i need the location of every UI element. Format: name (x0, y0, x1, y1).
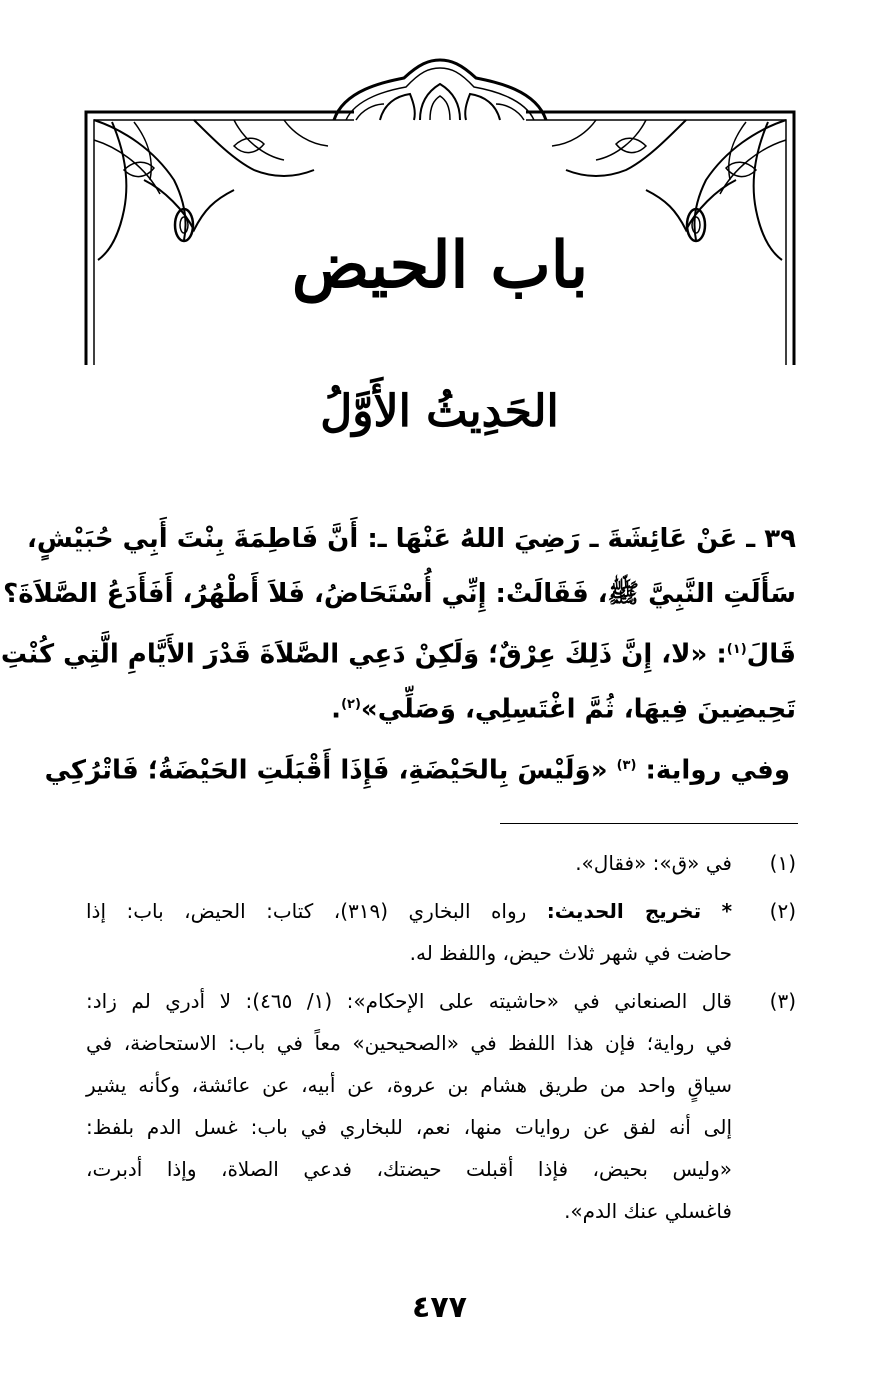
hadith-line-3-prefix: قَالَ (746, 639, 796, 670)
hadith-line-5-text: «وَلَيْسَ بِالحَيْضَةِ، فَإِذَا أَقْبَلَتِ الحَيْضَةُ؛ فَاتْرُكِي (44, 755, 608, 786)
hadith-line-3-text: «لا، إِنَّ ذَلِكَ عِرْقٌ؛ وَلَكِنْ دَعِي الصَّلاَةَ قَدْرَ الأَيَّامِ الَّتِي كُنْتِ (0, 639, 708, 670)
footnote-label: تخريج الحديث: (546, 899, 702, 923)
hadith-line-3: قَالَ$^{(١)}$: «لا، إِنَّ ذَلِكَ عِرْقٌ؛ وَلَكِنْ دَعِي الصَّلاَةَ قَدْرَ الأَيَّامِ الَّتِي كُنْتِ (0, 639, 796, 670)
footnote-line: «وليس بحيض، فإذا أقبلت حيضتك، فدعي الصلاة، وإذا أدبرت، (86, 1157, 732, 1181)
footnote-ref-1: (١) (726, 642, 747, 657)
footnote-3 (86, 980, 798, 1232)
star-icon: * (721, 899, 733, 923)
ornamental-frame (84, 60, 796, 365)
footnote-2 (86, 890, 798, 974)
hadith-text (0, 512, 796, 793)
footnote-line: في «ق»: «فقال». (575, 851, 732, 875)
hadith-line-5-prefix: وفي رواية: (645, 755, 790, 786)
page-number: ٤٧٧ (412, 1290, 467, 1325)
footnote-marker: (٣) (769, 989, 796, 1013)
footnote-ref-2: (٢) (341, 697, 361, 712)
footnote-line: فاغسلي عنك الدم». (564, 1199, 732, 1223)
footnotes (86, 842, 798, 1238)
footnote-marker: (٢) (769, 899, 796, 923)
hadith-line-1: ٣٩ ـ عَنْ عَائِشَةَ ـ رَضِيَ اللهُ عَنْهَا ـ: أَنَّ فَاطِمَةَ بِنْتَ أَبِي حُبَيْشٍ، (27, 524, 796, 554)
footnote-marker: (١) (769, 851, 796, 875)
chapter-title: باب الحيض (291, 228, 589, 303)
footnote-text: رواه البخاري (٣١٩)، كتاب: الحيض، باب: إذا (86, 899, 527, 923)
hadith-heading: الحَدِيثُ الأَوَّلُ (320, 386, 559, 437)
footnote-line: سياقٍ واحد من طريق هشام بن عروة، عن أبيه، عن عائشة، وكأنه يشير (86, 1073, 732, 1097)
footnote-1 (86, 842, 798, 884)
footnote-line: قال الصنعاني في «حاشيته على الإحكام»: (١/ ٤٦٥): لا أدري لم زاد: (86, 989, 732, 1013)
footnote-line (86, 890, 732, 932)
hadith-line-4-end: . (331, 694, 342, 725)
hadith-line-5 (44, 738, 796, 793)
footnote-line: حاضت في شهر ثلاث حيض، واللفظ له. (409, 941, 732, 965)
hadith-line-4 (86, 677, 796, 732)
footnote-ref-3: (٣) (616, 758, 637, 773)
footnote-separator (500, 823, 798, 824)
hadith-line-4-text: تَحِيضِينَ فِيهَا، ثُمَّ اغْتَسِلِي، وَصَلِّي» (360, 694, 796, 725)
footnote-line: إلى أنه لفق عن روايات منها، نعم، للبخاري في باب: غسل الدم بلفظ: (86, 1115, 732, 1139)
footnote-line: في رواية؛ فإن هذا اللفظ في «الصحيحين» معاً في باب: الاستحاضة، في (86, 1031, 732, 1055)
hadith-line-2: سَأَلَتِ النَّبِيَّ ﷺ، فَقَالَتْ: إِنِّي أُسْتَحَاضُ، فَلاَ أَطْهُرُ، أَفَأَدَعُ الصَّلاَةَ؟ (3, 579, 796, 609)
